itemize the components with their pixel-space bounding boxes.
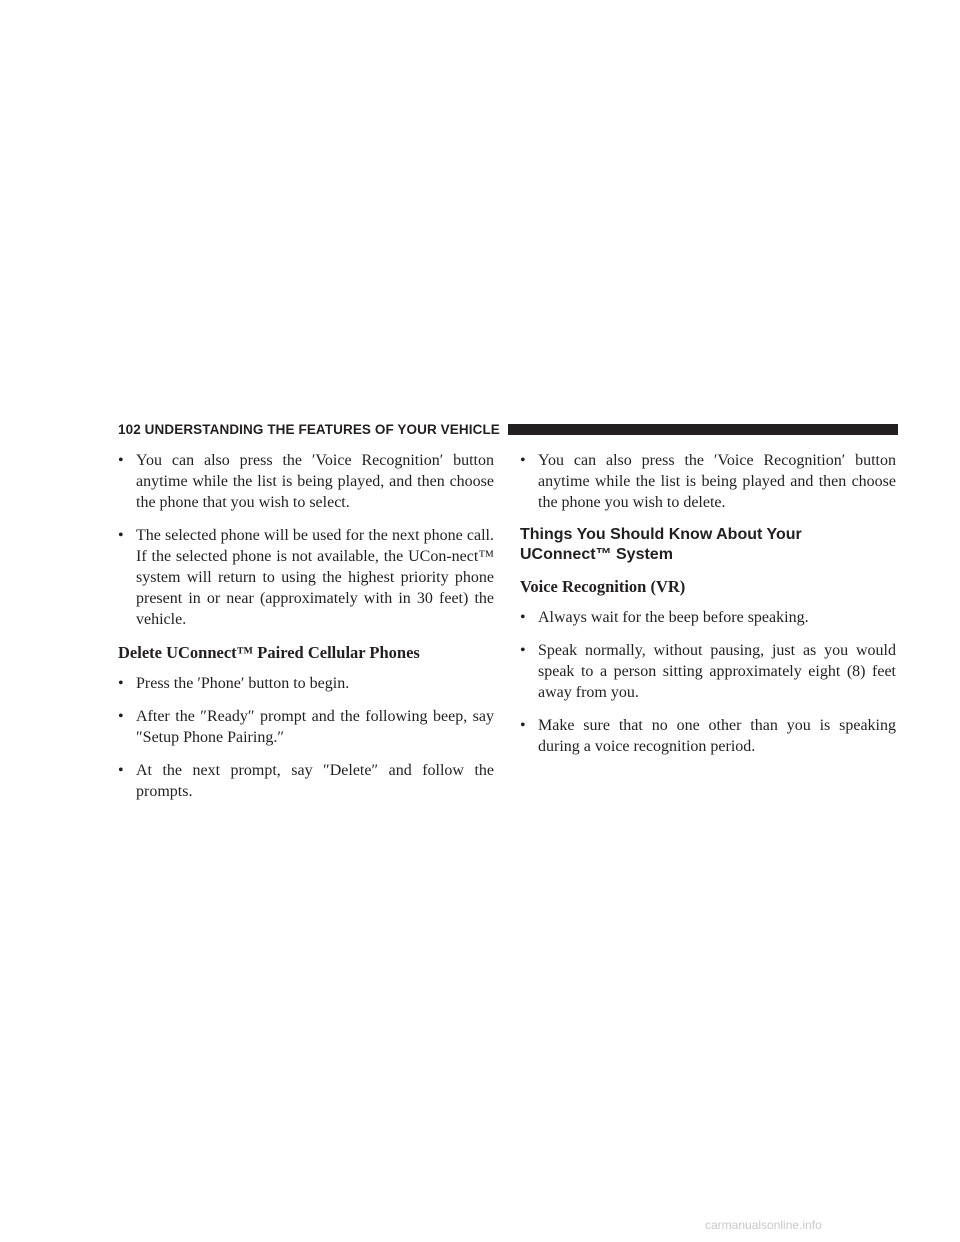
bullet-item	[520, 715, 896, 757]
bullet-icon: •	[520, 609, 526, 626]
bullet-text: Always wait for the beep before speaking.	[538, 609, 809, 626]
bullet-icon: •	[118, 708, 124, 725]
page-header	[118, 418, 898, 440]
section-title: Things You Should Know About Your UConnect™ System	[520, 526, 802, 563]
bullet-icon: •	[118, 762, 124, 779]
bullet-text: Speak normally, without pausing, just as you would speak to a person sitting approximately eight (8) feet away from you.	[538, 642, 896, 701]
bullet-item	[520, 450, 896, 513]
bullet-text: You can also press the ′Voice Recognition′ button anytime while the list is being played, and then choose the phone that you wish to select.	[136, 452, 494, 511]
bullet-item	[118, 760, 494, 802]
subheading-delete-phones: Delete UConnect™ Paired Cellular Phones	[118, 643, 420, 662]
bullet-text: The selected phone will be used for the next phone call. If the selected phone is not available, the UCon-nect™ system will return to using the highest priority phone present in or near (approximately with in 30 feet) the vehicle.	[136, 527, 494, 628]
bullet-icon: •	[520, 452, 526, 469]
bullet-item	[118, 706, 494, 748]
bullet-item	[520, 607, 896, 628]
left-column	[118, 450, 494, 814]
bullet-item	[118, 450, 494, 513]
watermark: carmanualsonline.info	[705, 1218, 822, 1232]
bullet-icon: •	[118, 452, 124, 469]
bullet-text: At the next prompt, say ″Delete″ and follow the prompts.	[136, 762, 494, 800]
bullet-icon: •	[520, 642, 526, 659]
bullet-icon: •	[118, 675, 124, 692]
bullet-text: Press the ′Phone′ button to begin.	[136, 675, 350, 692]
bullet-icon: •	[520, 717, 526, 734]
bullet-text: You can also press the ′Voice Recognition′ button anytime while the list is being played and then choose the phone you wish to delete.	[538, 452, 896, 511]
header-rule	[508, 424, 898, 435]
bullet-text: After the ″Ready″ prompt and the following beep, say ″Setup Phone Pairing.″	[136, 708, 494, 746]
bullet-icon: •	[118, 527, 124, 544]
bullet-item	[118, 673, 494, 694]
bullet-item	[118, 525, 494, 630]
subheading-voice-recognition: Voice Recognition (VR)	[520, 577, 686, 596]
bullet-item	[520, 640, 896, 703]
right-column	[520, 450, 896, 769]
page-header-title: 102 UNDERSTANDING THE FEATURES OF YOUR VEHICLE	[118, 421, 500, 437]
bullet-text: Make sure that no one other than you is speaking during a voice recognition period.	[538, 717, 896, 755]
